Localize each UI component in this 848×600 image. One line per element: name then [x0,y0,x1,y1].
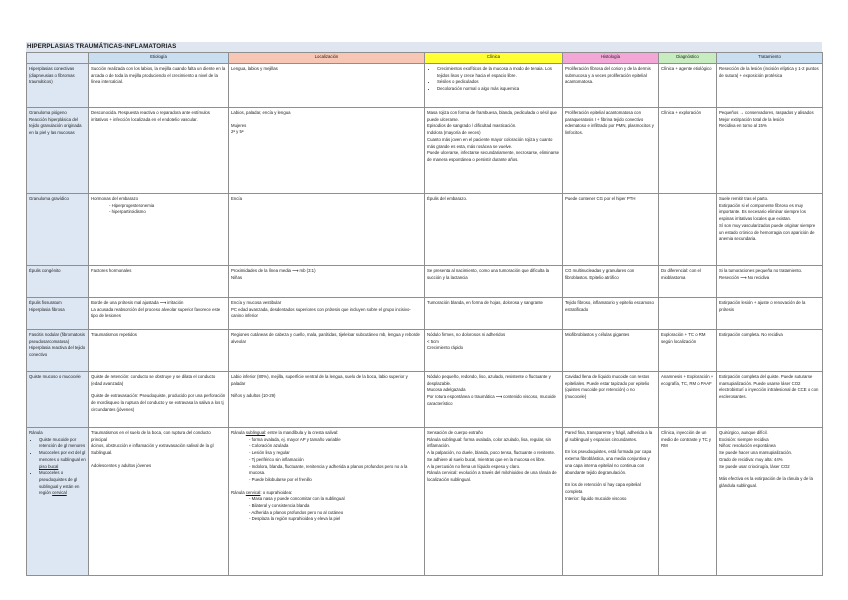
etiologia-cell [89,298,229,330]
column-header: Diagnóstico [659,53,717,64]
cell-text: Adolescentes y adultos jóvenes [91,462,152,468]
cell-text: Anamnesis + Exploración + ecografía, TC, RM o PAAF [661,374,714,386]
cell-text: Extirpación lesión + ajuste o renovación de la prótesis [719,300,806,312]
table-row [27,298,823,330]
list-text: Mucoceles o pseudoquistes de gl sublingual y están en región [39,470,80,496]
cell-text: Niños: resolución espontánea [719,443,776,449]
cell-text: Hiperplasia fibrosa [29,306,65,312]
cell-text: Lengua, labios y mejillas [231,66,278,71]
localizacion-cell [229,298,425,330]
cell-text: Por rotura espontánea o traumática ⟶ contenido viscoso, mucoide característico [427,394,556,406]
cell-span: : entre la mandíbula y la cresta salival: [265,430,339,435]
localizacion-cell [229,194,425,266]
etiologia-cell [89,266,229,298]
tratamiento-cell [717,108,823,194]
list-item: - forma ovalada, ej. mayor AP y tamaño variable [249,437,422,444]
diagnostico-cell [659,194,717,266]
cell-text: Ránula cervical: evolución a través del milohioideo de una ránula de localización sublingual. [427,470,557,482]
cell-text: Sensación de cuerpo extraño [427,430,483,435]
underlined-text: piso bucal [39,463,59,469]
cell-text: Labios, paladar, encía y lengua [231,110,291,115]
histologia-cell [563,372,659,428]
cell-text: Clínica + agente etiológico [661,66,712,71]
list-item [39,470,86,497]
cell-text: Encía [231,196,242,201]
cell-text: Crecimiento rápido [427,345,464,351]
row-heading [27,372,89,428]
cell-text: Borde de una prótesis mal ajustada ⟶ irritación [91,300,184,305]
cell-text: Más efectiva es la extirpación de la ránula y de la glándula sublingual. [719,476,813,488]
table-body [27,64,823,576]
cell-text: Regiones cutáneas de cabeza y cuello, mala, parótidas, tijeleloar subcutáneo mb, lengua y reborde alveolar [231,332,420,344]
cell-text: Cuanto más joven en el paciente mayor coloración rojiza y cuanto más grande es esta, más rosácea se vuelve. [427,136,553,149]
list-item: - Masa nasa y puede concomitar con la sublingual [249,496,422,503]
list-item [39,437,86,450]
cell-text: En los pseudoquistes, está formada por capa externa fibroblástica, una media conjuntiva y una capa interna epitelial no continua con abundante tejido degranulación. [565,449,652,475]
cell-text: Labio inferior (80%), mejilla, superficie ventral de la lengua, suelo de la boca, labio superior y paladar [231,374,408,386]
clinica-cell [425,330,563,372]
row-heading [27,194,89,266]
list-item [39,450,86,470]
cell-text: Masa rojiza con forma de frambuesa, blanda, pediculada o sésil que puede ulcerarse. [427,110,557,122]
list-item: - Tj periférico sin inflamación [249,457,422,464]
list-item: - Coloración azulada [249,443,422,450]
localizacion-cell [229,330,425,372]
row-heading [27,330,89,372]
clinica-cell [425,194,563,266]
cell-text: Se presenta al nacimiento, como una tumoración que dificulta la succión y la lactancia [427,268,550,280]
cell-text: Reacción hiperplásica del tejido granulación originada en la piel y las mucosas [29,116,82,136]
histologia-cell [563,428,659,576]
cell-text: Traumatismos repetidos [91,332,137,337]
row-heading [27,64,89,108]
diagnostico-cell [659,64,717,108]
cell-text: Dx diferencial: con el mioblastoma [661,268,701,280]
histologia-cell [563,108,659,194]
list-item: - Lesión lisa y regular [249,450,422,457]
histologia-cell [563,64,659,108]
cell-text: Extirpación completa. No recidiva [719,332,783,337]
table-row [27,330,823,372]
list-item: • Decoloración normal o algo más isquemica [437,86,560,93]
list-text: Quiste mucoide por retención de gl menores [39,436,86,449]
cell-text: Encía y mucosa vestibular [231,300,282,305]
table-row [27,194,823,266]
tratamiento-cell [717,266,823,298]
histologia-cell [563,194,659,266]
underlined-text: sublingual [245,430,266,435]
cell-text: A la palpación, no duele, blanda, poco tensa, fluctuante o renitente. Se adhiere al suelo bucal, mientras que en la mucosa es libre. [427,450,556,462]
cell-text: CG multinucleadas y granulares con fibroblastos. Epitelio atrófico [565,268,635,280]
cell-text: Grado de recidiva: muy alta: 44% [719,456,783,462]
cell-text: Puede contener CG por el hiper PTH [565,196,636,201]
cell-text: Granuloma piógeno [29,110,67,115]
clinica-cell [425,428,563,576]
cell-span: : o suprahioidea: [260,489,293,495]
tratamiento-cell [717,428,823,576]
column-header: Histología [563,53,659,64]
cell-text: Se puede hacer una marsupialización. [719,450,793,456]
header-row [27,53,823,64]
list-item: - Hiperprogesteronemia [109,203,226,210]
tratamiento-cell [717,372,823,428]
cell-span: Ránula [231,430,246,435]
localizacion-cell [229,266,425,298]
cell-text: Proximidades de la línea media ⟶ mb (3:1) [231,268,316,273]
cell-text [231,490,422,497]
cell-text: Tumoración blanda, en forma de hojas, dolorosa y sangrante [427,300,543,305]
bullet-list [91,203,226,216]
cell-text: En los de retención sí hay capa epitelial completa [565,482,641,494]
bullet-list [427,66,560,93]
clinica-cell [425,108,563,194]
column-header: Etiología [89,53,229,64]
cell-text: Pared fina, transparente y frágil, adherida a la gl sublingual y espacios circundantes. [565,430,653,442]
list-item: - Desplaza la región suprahioidea y eleva la piel [249,516,422,523]
table-row [27,108,823,194]
hyperplasia-table [26,52,823,576]
cell-text: Mejor extirpación total de la lesión [719,116,784,122]
cell-text: Ránula sublingual: forma ovalada, color azulado, lisa, regular, sin inflamación. [427,436,551,449]
cell-text: Extirpación completa del quiste. Puede suturarse marsupialización. Puede usarse láser CO2 electrobisturí o inyección intralesional de CCE o con esclerosantes. [719,374,819,400]
diagnostico-cell [659,108,717,194]
cell-text: Clínica, inyección de un medio de contraste y TC y RM [661,430,712,449]
cell-text: Niños y adultos (10-29) [231,393,276,399]
diagnostico-cell [659,428,717,576]
etiologia-cell [89,108,229,194]
tratamiento-cell [717,298,823,330]
cell-text: A la percusión no llena un líquido espeso y claro. [427,463,521,469]
cell-text: ácinos, obstrucción e inflamación y extravasación salival de la gl Sublingual. [91,443,214,456]
column-header: Clínica [425,53,563,64]
underlined-text: cervical [245,489,261,495]
clinica-cell [425,298,563,330]
cell-text: Quiste de extravasación: Pseudoquiste, producido por una perforación de mordisqueo la ruptura del conducto y se extravasa la saliva a los tj circundantes (jóvenes) [91,393,226,412]
list-item: - hiperpartiroidismo [109,209,226,216]
clinica-cell [425,372,563,428]
row-heading [27,428,89,576]
cell-text: Cavidad llena de líquido mucoide con restos epiteliales. Puede estar tapizado por epitelio (quistes mucoide por retención) o no (mucocele) [565,374,650,400]
tratamiento-cell [717,194,823,266]
cell-text [231,430,422,437]
cell-text: Hormonas del embarazo [91,196,139,201]
row-heading [27,298,89,330]
localizacion-cell [229,372,425,428]
cell-text: Hiperplasias conectivas (diapneusias o fibromas traumáticos) [29,66,75,85]
cell-text: Épulis del embarazo. [427,196,468,201]
cell-text: Épulis congénito [29,268,61,273]
localizacion-cell [229,108,425,194]
cell-text: Mucosa adelgazada [427,387,466,393]
cell-text: Granuloma gravídico [29,196,69,201]
cell-text: Mujeres [231,122,247,128]
cell-text: Quiste de retención: conducto se obstruye y se dilata el conducto (edad avanzada) [91,374,216,386]
bullet-list [231,437,422,484]
etiologia-cell [89,428,229,576]
list-item: - Indolora, blanda, fluctuante, renitencia y adherida a planos profundos pero no a la mucosa. [249,464,422,477]
diagnostico-cell [659,266,717,298]
cell-text: Proliferación fibrosa del corion y de la dermis submucosa y a veces proliferación epitelial acantomatosa. [565,66,651,85]
etiologia-cell [89,372,229,428]
cell-text: Épulis fissuratum [29,300,62,305]
localizacion-cell [229,428,425,576]
cell-text: Miofibroblastos y células gigantes [565,332,630,337]
column-header: Tratamiento [717,53,823,64]
cell-text: Pequeños → conservadores, raspados y alisados [719,110,814,115]
cell-span: Ránula [231,489,246,495]
row-heading [27,266,89,298]
tratamiento-cell [717,330,823,372]
spacer [231,523,422,529]
cell-text: Desconocida. Respuesta reactiva o reparadora ante estímulos irritativos + infección localizada en el endotelio vascular. [91,110,210,122]
list-item: - Bilateral y consistencia blanda [249,503,422,510]
cell-text: Nódulo pequeño, redondo, liso, azulado, resistente o fluctuante y desplazable. [427,374,551,386]
cell-text: Factores hormonales [91,268,132,273]
cell-text: Niñas [231,274,242,280]
cell-text: Se puede usar criocirugía, láser CO2 [719,463,790,469]
cell-text: Interior: líquido mucoide viscoso [565,495,627,501]
localizacion-cell [229,64,425,108]
cell-text: Si la tumoraciones pequeña no tratamiento. Resección ⟶ No recidiva [719,268,803,280]
cell-text: Quirúrgico, aunque difícil. [719,430,768,435]
document-title: HIPERPLASIAS TRAUMÁTICAS-INFLAMATORIAS [27,43,177,50]
cell-text: Excisión: siempre recidiva [719,436,769,442]
cell-text: PC edad avanzada, desdentados superiores con prótesis que incluyen sobre el grupo incisivo-canino inferior [231,306,411,319]
diagnostico-cell [659,372,717,428]
tratamiento-cell [717,64,823,108]
cell-text: Ránula [29,430,43,435]
cell-text: Proliferación epitelial acantomatosa con paraqueratosis I + fibrina tejido conectivo edematoso e infiltrado por PMN, plasmocitos y linfocitos. [565,110,654,136]
cell-text: Resección de la lesión (incisión elíptica y 1-2 puntos de sutura) + exposición protésica [719,66,819,78]
histologia-cell [563,298,659,330]
diagnostico-cell [659,298,717,330]
cell-text: Nódulo firmes, no dolorosos ni adheridos [427,332,506,337]
cell-text: Quiste mucoso o mucocele [29,374,81,379]
cell-text: Clínica + exploración [661,110,702,115]
table-row [27,372,823,428]
table-row [27,428,823,576]
cell-text: Succión realizada con los labios, la mejilla cuando falta un diente en la arcada o de toda la mejilla produciendo el crecimiento a nivel de la línea intercalcial. [91,66,226,85]
cell-text: Extirpación si el componente fibroso es muy importante. Es necesario eliminar siempre los espinas irritativas locales que existan. [719,202,806,222]
histologia-cell [563,330,659,372]
list-item: • Sésiles o pediculados [437,79,560,86]
diagnostico-cell [659,330,717,372]
cell-text: < 5cm [427,338,439,344]
bullet-list [231,496,422,523]
column-header: Localización [229,53,425,64]
cell-text: Recidiva en torno al 15% [719,123,767,129]
cell-text: Puede ulcerarse, infectarse secundariamente, necrosarse, eliminarse de manera espontánea o persistir durante años. [427,150,560,162]
cell-text: Sí son muy vascularizados puede originar siempre un estado crónico de hemorragia con aparición de anemia secundaria. [719,222,816,242]
cell-text: Suele remitir tras el parto. [719,196,769,201]
cell-text: La acusada reabsorción del proceso alveolar superior favorece este tipo de lesiones [91,306,221,319]
clinica-cell [425,64,563,108]
cell-text: Traumatismos en el suelo de la boca, con ruptura del conducto principal [91,430,211,442]
cell-text: Fascitis nodular (fibromatosis pseudosarcomatosa) [29,332,85,344]
list-item: - Puede bilobularse por el frenillo [249,477,422,484]
cell-text: Episodios de sangrado / dificultad masticación. [427,123,517,129]
table-row [27,64,823,108]
bullet-list [29,437,86,497]
cell-text: Hiperplasia reactiva del tejido conectivo [29,345,86,358]
list-item: • Crecimientos exofíticos de la mucosa a modo de tenaia. Los tejidos lisos y crece hacia el espacio libre. [437,66,560,79]
list-text: Mucoceles por ext del gl menores o sublingual en [39,450,86,462]
etiologia-cell [89,330,229,372]
table-row [27,266,823,298]
histologia-cell [563,266,659,298]
cell-text: Tejido fibroso, inflamatorio y epitelio escamoso estratificado [565,300,654,312]
clinica-cell [425,266,563,298]
row-heading [27,108,89,194]
etiologia-cell [89,64,229,108]
cell-text: Exploración + TC o RM según localización [661,332,706,344]
column-header [27,53,89,64]
cell-text: 2ª y 5ª [231,129,244,135]
list-item: - Adherida a planos profundos pero no al cutáneo [249,510,422,517]
etiologia-cell [89,194,229,266]
underlined-text: cervical [52,490,67,496]
cell-text: Indolora (mayoría de veces) [427,130,481,136]
